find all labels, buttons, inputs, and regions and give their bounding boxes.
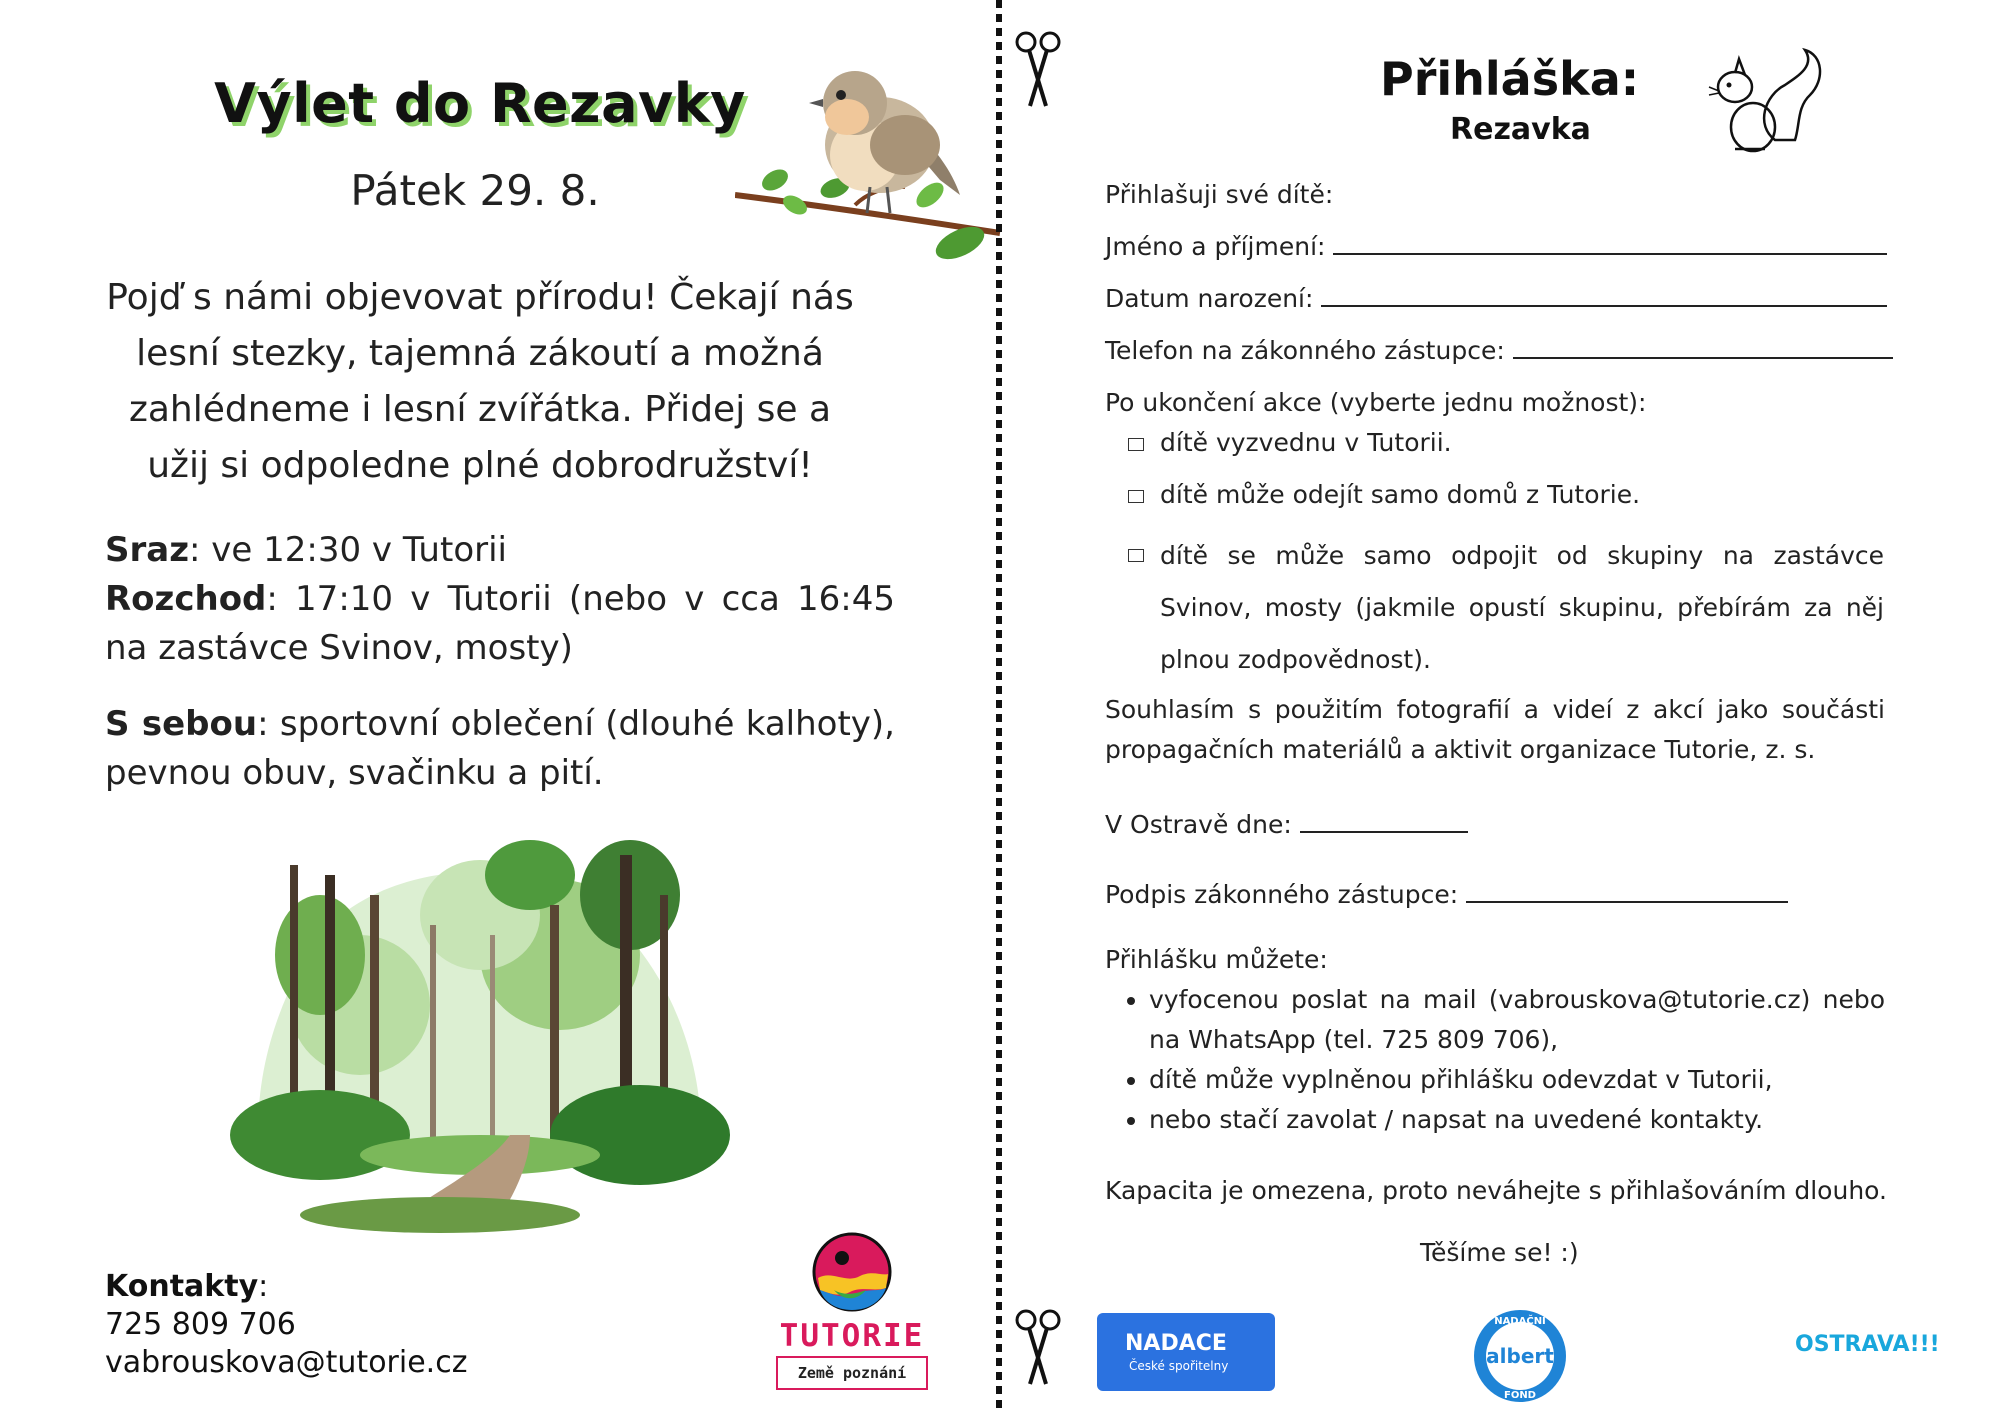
intro-line: Pojď s námi objevovat přírodu! Čekají nás bbox=[106, 277, 854, 318]
enroll-label: Přihlašuji své dítě: bbox=[1105, 180, 1334, 209]
nadace-logo-name: NADACE bbox=[1125, 1331, 1227, 1356]
checkbox[interactable] bbox=[1128, 490, 1144, 503]
bring-label: S sebou bbox=[105, 704, 258, 744]
tutorie-logo-icon bbox=[812, 1232, 892, 1312]
signature-field-row bbox=[1105, 880, 1885, 909]
option-walk-home[interactable] bbox=[1128, 480, 1640, 509]
phone-field-row bbox=[1105, 336, 1885, 365]
tutorie-logo-tagline: Země poznání bbox=[776, 1356, 928, 1390]
albert-logo-top: NADAČNÍ bbox=[1494, 1316, 1546, 1327]
phone-label: Telefon na zákonného zástupce: bbox=[1105, 336, 1505, 365]
nadace-cs-logo bbox=[1097, 1313, 1275, 1391]
capacity-note: Kapacita je omezena, proto neváhejte s přihlašováním dlouho. bbox=[1105, 1176, 1887, 1205]
event-date: Pátek 29. 8. bbox=[350, 166, 600, 215]
scissors-icon bbox=[1013, 1308, 1063, 1388]
birth-input-line[interactable] bbox=[1321, 303, 1887, 307]
nadace-logo-sub: České spořitelny bbox=[1129, 1359, 1229, 1373]
contact-email[interactable]: vabrouskova@tutorie.cz bbox=[105, 1345, 468, 1380]
option-label: dítě se může samo odpojit od skupiny na zastávce Svinov, mosty (jakmile opustí skupinu, přebírám za něj plnou zodpovědnost). bbox=[1160, 541, 1884, 674]
albert-logo-bottom: FOND bbox=[1503, 1390, 1537, 1401]
phone-input-line[interactable] bbox=[1513, 355, 1893, 359]
checkbox[interactable] bbox=[1128, 438, 1144, 451]
option-pickup[interactable] bbox=[1128, 428, 1452, 457]
squirrel-illustration bbox=[1705, 45, 1825, 160]
checkbox[interactable] bbox=[1128, 549, 1144, 562]
birth-label: Datum narození: bbox=[1105, 284, 1314, 313]
meet-value: : ve 12:30 v Tutorii bbox=[189, 530, 507, 570]
bring-value: : sportovní oblečení (dlouhé kalhoty), pevnou obuv, svačinku a pití. bbox=[105, 704, 895, 793]
meet-label: Sraz bbox=[105, 530, 189, 570]
option-label: dítě může odejít samo domů z Tutorie. bbox=[1160, 480, 1641, 509]
intro-line: lesní stezky, tajemná zákoutí a možná bbox=[136, 333, 824, 374]
birth-field-row bbox=[1105, 284, 1885, 313]
form-subtitle: Rezavka bbox=[1450, 112, 1591, 147]
contacts-block bbox=[105, 1268, 467, 1382]
contacts-colon: : bbox=[258, 1269, 269, 1304]
contacts-label: Kontakty bbox=[105, 1269, 259, 1304]
send-instructions bbox=[1105, 945, 1885, 1140]
send-list bbox=[1105, 980, 1885, 1140]
ostrava-logo: OSTRAVA!!! bbox=[1795, 1332, 1940, 1357]
name-field-row bbox=[1105, 232, 1885, 261]
intro-paragraph bbox=[95, 270, 865, 494]
bird-illustration bbox=[735, 55, 1005, 275]
leave-label: Rozchod bbox=[105, 579, 267, 619]
bring-info bbox=[105, 700, 895, 798]
greeting: Těšíme se! :) bbox=[1420, 1238, 1579, 1267]
signature-label: Podpis zákonného zástupce: bbox=[1105, 880, 1459, 909]
list-item: • dítě může vyplněnou přihlášku odevzdat v Tutorii, bbox=[1149, 1060, 1885, 1100]
contact-phone[interactable]: 725 809 706 bbox=[105, 1307, 296, 1342]
date-input-line[interactable] bbox=[1300, 829, 1468, 833]
scissors-icon bbox=[1013, 30, 1063, 110]
option-leave-at-stop[interactable] bbox=[1128, 530, 1884, 686]
intro-line: zahlédneme i lesní zvířátka. Přidej se a bbox=[128, 389, 832, 430]
forest-illustration bbox=[230, 835, 730, 1235]
list-item: • vyfocenou poslat na mail (vabrouskova@tutorie.cz) nebo na WhatsApp (tel. 725 809 706), bbox=[1149, 980, 1885, 1060]
send-label: Přihlášku můžete: bbox=[1105, 945, 1328, 974]
tutorie-logo-text: TUTORIE bbox=[779, 1318, 925, 1354]
name-label: Jméno a příjmení: bbox=[1105, 232, 1326, 261]
intro-line: užij si odpoledne plné dobrodružství! bbox=[147, 445, 813, 486]
place-field-row bbox=[1105, 810, 1885, 839]
place-label: V Ostravě dne: bbox=[1105, 810, 1292, 839]
after-label: Po ukončení akce (vyberte jednu možnost): bbox=[1105, 388, 1647, 417]
signature-input-line[interactable] bbox=[1466, 899, 1788, 903]
albert-fund-logo bbox=[1472, 1308, 1568, 1404]
consent-text: Souhlasím s použitím fotografií a videí z akcí jako součásti propagačních materiálů a aktivit organizace Tutorie, z. s. bbox=[1105, 695, 1885, 764]
form-title: Přihláška: bbox=[1380, 52, 1640, 106]
name-input-line[interactable] bbox=[1333, 251, 1887, 255]
albert-logo-name: albert bbox=[1486, 1344, 1554, 1368]
leave-value: : 17:10 v Tutorii (nebo v cca 16:45 na zastávce Svinov, mosty) bbox=[105, 579, 895, 668]
cut-line bbox=[996, 0, 1002, 1414]
meeting-info bbox=[105, 526, 895, 673]
list-item: • nebo stačí zavolat / napsat na uvedené kontakty. bbox=[1149, 1100, 1885, 1140]
leaflet-title: Výlet do Rezavky bbox=[214, 72, 746, 135]
option-label: dítě vyzvednu v Tutorii. bbox=[1160, 428, 1452, 457]
